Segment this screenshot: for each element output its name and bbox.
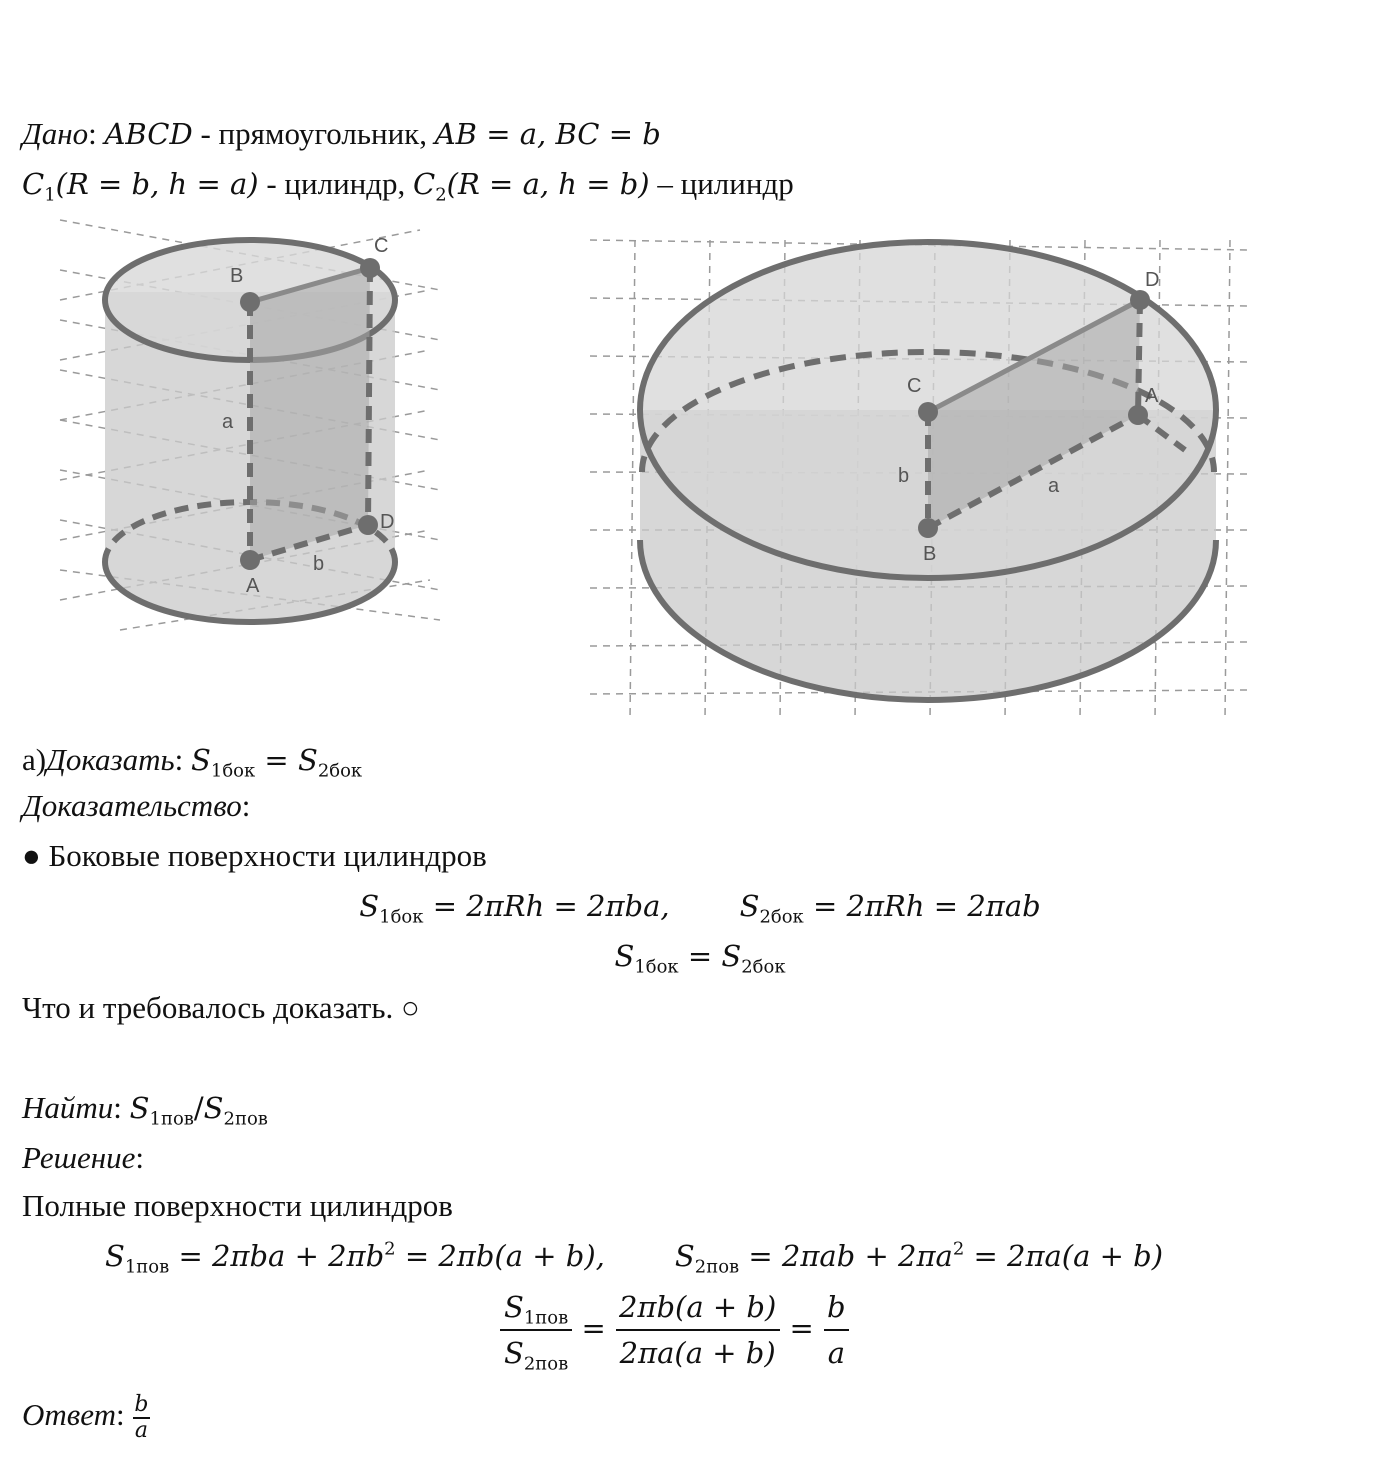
full-formula-1: $S_{1пов} = 2\pi ba + 2\pi b^2 = 2\pi b(a + b)$,: [105, 1238, 605, 1278]
cyl-word-1: цилиндр: [284, 166, 398, 201]
given-label: Дано: [22, 116, 89, 151]
fig1-point-d: D: [380, 511, 395, 533]
fig1-point-a: A: [246, 575, 260, 597]
fig2-edge-a: a: [1048, 475, 1060, 497]
fig2-point-c: C: [907, 375, 922, 397]
c2-def: $C_2(R = a$, h = b): [413, 167, 650, 206]
answer-line: Ответ: $\frac{b}{a}$: [22, 1391, 149, 1443]
solution-label-line: Решение:: [22, 1140, 144, 1175]
part-a-prefix: а): [22, 742, 47, 777]
conclusion-line: [22, 988, 420, 1028]
given-line-2: $C_1(R = b$, h = a) - цилиндр, $C_2(R = a$, h = b) – цилиндр: [22, 166, 794, 206]
find-line: Найти: $S_{1пов}/S_{2пов}$: [22, 1090, 268, 1130]
full-formula-2: $S_{2пов} = 2\pi ab + 2\pi a^2 = 2\pi a(a + b)$: [674, 1238, 1164, 1278]
section-1: [250, 268, 370, 560]
fig2-point-d: D: [1145, 269, 1160, 291]
ratio-formula: $\frac{S_{1пов}}{S_{2пов}}$ = $\frac{2\pi b(a + b)}{2\pi a(a + b)}$ = $\frac{b}{a}$: [500, 1284, 850, 1375]
rect-word: прямоугольник: [218, 116, 420, 151]
prove-label: Доказать: [46, 742, 175, 777]
proof-label-line: Доказательство:: [22, 788, 251, 823]
full-surface-text: Полные поверхности цилиндров: [22, 1188, 453, 1223]
fig1-point-c: C: [374, 235, 389, 257]
conclusion: Что и требовалось доказать. ○: [22, 990, 420, 1025]
rect-name: ABCD: [104, 117, 193, 151]
full-formulas: [105, 1236, 1163, 1276]
lateral-equality: $S_{1бок} = S_{2бок}$: [614, 939, 786, 978]
fig1-point-b: B: [230, 265, 244, 287]
find-label: Найти: [22, 1090, 114, 1125]
proof-label: Доказательство: [22, 788, 242, 823]
ratio-fraction-3: $\frac{b}{a}$: [823, 1285, 850, 1375]
fig2-point-a: A: [1145, 385, 1159, 407]
bullet-text: ● Боковые поверхности цилиндров: [22, 838, 487, 873]
full-surface-line: [22, 1186, 453, 1226]
fig1-edge-a: a: [222, 411, 234, 433]
prove-statement: $S_{1бок} = S_{2бок}$: [191, 743, 363, 782]
c1-def: $C_1(R = b$, h = a): [22, 167, 259, 206]
answer-label: Ответ: [22, 1397, 116, 1432]
ratio-fraction-1: $\frac{S_{1пов}}{S_{2пов}}$: [500, 1285, 572, 1375]
answer-fraction: $\frac{b}{a}$: [134, 1391, 149, 1443]
ab-eq: AB = a, BC = b: [434, 117, 661, 151]
fig1-edge-b: b: [313, 553, 325, 575]
cylinder-figure-2: [585, 210, 1265, 730]
cyl-word-2: цилиндр: [680, 166, 794, 201]
bullet-line: [22, 836, 487, 876]
prove-line: а)Доказать: $S_{1бок} = S_{2бок}$: [22, 742, 363, 782]
fig2-point-b: B: [923, 543, 937, 565]
ratio-fraction-2: $\frac{2\pi b(a + b)}{2\pi a(a + b)}$: [615, 1285, 780, 1375]
given-line-1: Дано: ABCD - прямоугольник, AB = a, BC = b: [22, 116, 661, 151]
lateral-formulas: [0, 886, 1400, 926]
lateral-formula-2: $S_{2бок} = 2\pi Rh = 2\pi ab$: [739, 889, 1041, 928]
fig2-edge-b: b: [898, 465, 910, 487]
solution-label: Решение: [22, 1140, 136, 1175]
cylinder-figure-1: [40, 210, 460, 650]
lateral-formula-1: $S_{1бок} = 2\pi Rh = 2\pi ba$,: [359, 889, 670, 928]
find-statement: $S_{1пов}/S_{2пов}$: [129, 1091, 268, 1130]
